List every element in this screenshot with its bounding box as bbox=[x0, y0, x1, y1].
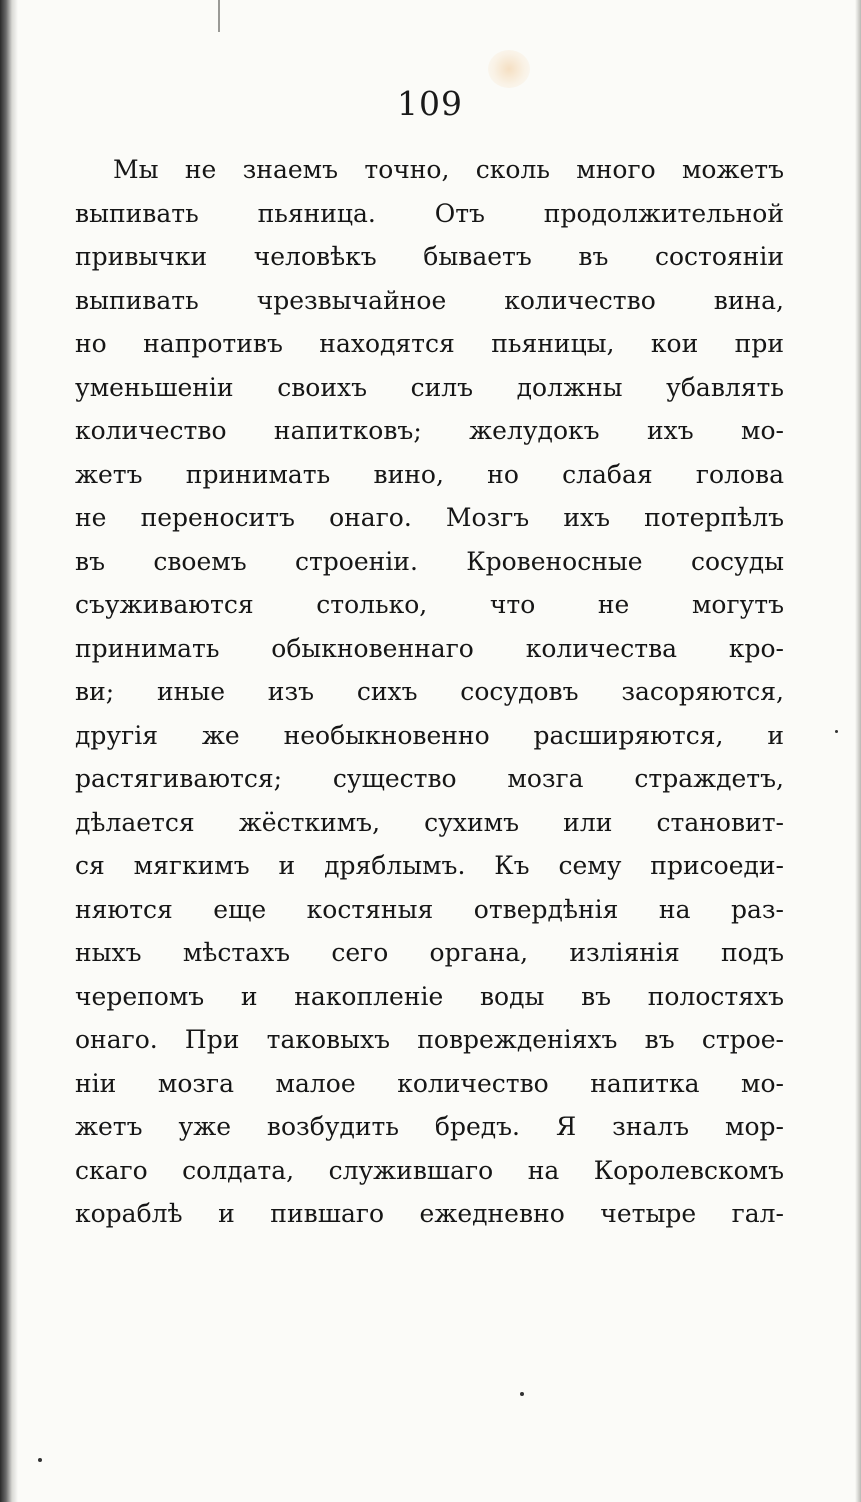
text-line: съуживаются столько, что не могутъ bbox=[75, 590, 784, 619]
text-line: привычки человѣкъ бываетъ въ состоянiи bbox=[75, 242, 784, 271]
ink-speck bbox=[38, 1458, 42, 1462]
text-line: не переноситъ онаго. Мозгъ ихъ потерпѣлъ bbox=[75, 503, 784, 532]
text-line: онаго. При таковыхъ поврежденiяхъ въ строе- bbox=[75, 1025, 784, 1054]
body-text bbox=[75, 148, 784, 1236]
text-line: ныхъ мѣстахъ сего органа, излiянiя подъ bbox=[75, 938, 784, 967]
text-line: кораблѣ и пившаго ежедневно четыре гал- bbox=[75, 1199, 784, 1228]
text-line: количество напитковъ; желудокъ ихъ мо- bbox=[75, 416, 784, 445]
text-line: нiи мозга малое количество напитка мо- bbox=[75, 1068, 784, 1098]
text-line: дѣлается жёсткимъ, сухимъ или становит- bbox=[75, 807, 784, 837]
text-line: выпивать чрезвычайное количество вина, bbox=[75, 285, 784, 315]
text-line: но напротивъ находятся пьяницы, кои при bbox=[75, 329, 784, 358]
page-number: 109 bbox=[397, 84, 463, 123]
page-binding-edge bbox=[0, 0, 18, 1502]
paper-stain bbox=[488, 50, 530, 88]
text-line: уменьшенiи своихъ силъ должны убавлять bbox=[75, 372, 784, 402]
ink-speck bbox=[835, 730, 838, 733]
ink-speck bbox=[520, 1392, 524, 1396]
text-line: скаго солдата, служившаго на Королевскомъ bbox=[75, 1155, 784, 1185]
text-line: жетъ принимать вино, но слабая голова bbox=[75, 459, 784, 489]
text-line: другiя же необыкновенно расширяются, и bbox=[75, 720, 784, 750]
text-line: ся мягкимъ и дряблымъ. Къ сему присоеди- bbox=[75, 851, 784, 880]
text-line: растягиваются; существо мозга страждетъ, bbox=[75, 764, 784, 793]
text-line: жетъ уже возбудить бредъ. Я зналъ мор- bbox=[75, 1112, 784, 1141]
paper-mark bbox=[218, 0, 220, 32]
page-right-edge bbox=[855, 0, 861, 1502]
text-line: Мы не знаемъ точно, сколь много можетъ bbox=[113, 155, 784, 184]
text-line: въ своемъ строенiи. Кровеносные сосуды bbox=[75, 546, 784, 576]
text-line: няются еще костяныя отвердѣнiя на раз- bbox=[75, 894, 784, 924]
text-line: принимать обыкновеннаго количества кро- bbox=[75, 633, 784, 663]
text-line: ви; иные изъ сихъ сосудовъ засоряются, bbox=[75, 677, 784, 706]
text-line: черепомъ и накопленiе воды въ полостяхъ bbox=[75, 981, 784, 1011]
text-line: выпивать пьяница. Отъ продолжительной bbox=[75, 198, 784, 228]
